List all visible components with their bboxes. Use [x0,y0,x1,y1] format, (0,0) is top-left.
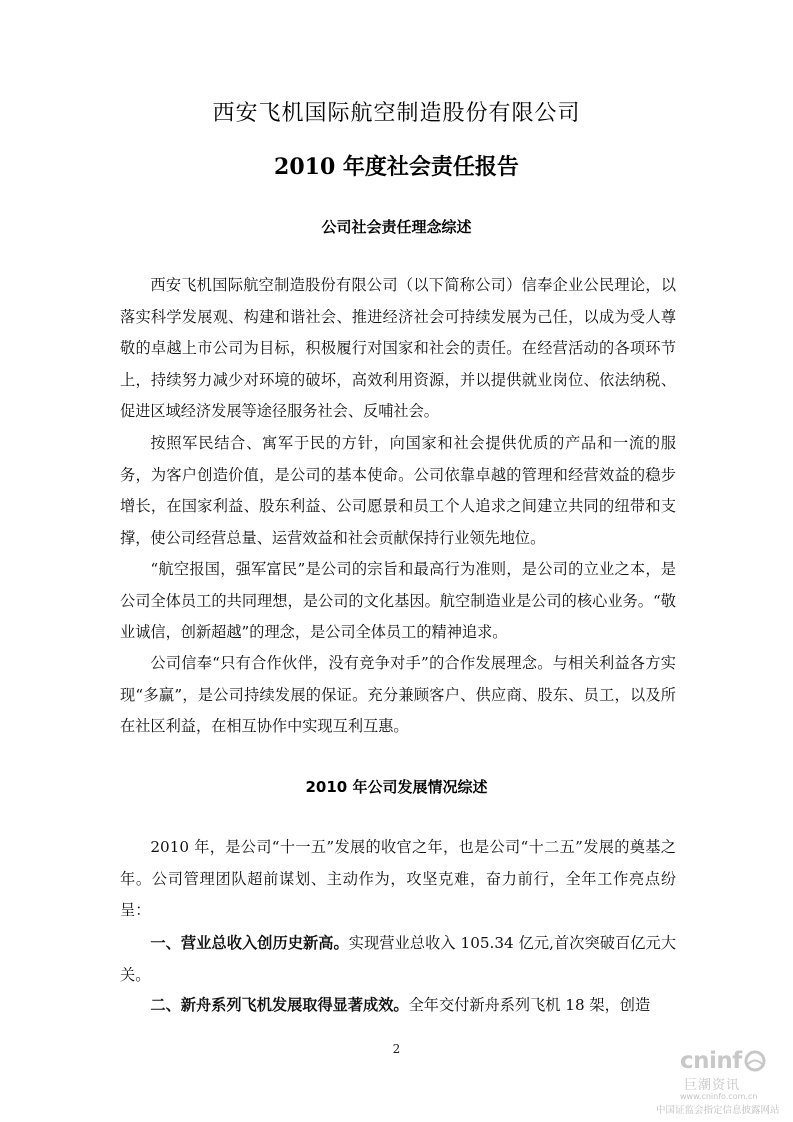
paragraph-3: “航空报国，强军富民”是公司的宗旨和最高行为准则，是公司的立业之本，是公司全体员工的共同理想，是公司的文化基因。航空制造业是公司的核心业务。“敬业诚信，创新超越”的理念，是公司全体员工的精神追求。 [120,560,676,641]
page-number: 2 [392,1042,401,1056]
report-title: 2010 年度社会责任报告 [274,154,519,180]
paragraph-4: 公司信奉“只有合作伙伴，没有竞争对手”的合作发展理念。与相关利益各方实现“多赢”，是公司持续发展的保证。充分兼顾客户、供应商、股东、员工，以及所在社区利益，在相互协作中实现互利互惠。 [120,654,676,735]
paragraph-2: 按照军民结合、寓军于民的方针，向国家和社会提供优质的产品和一流的服务，为客户创造价值，是公司的基本使命。公司依靠卓越的管理和经营效益的稳步增长，在国家利益、股东利益、公司愿景和员工个人追求之间建立共同的纽带和支撑，使公司经营总量、运营效益和社会贡献保持行业领先地位。 [120,434,676,547]
cninfo-watermark-logo [656,1048,786,1114]
highlight-xinzhou-heading: 二、新舟系列飞机发展取得显著成效。 [150,996,409,1014]
cninfo-brand-cn: 巨潮资讯 [684,1078,741,1093]
company-title: 西安飞机国际航空制造股份有限公司 [212,101,581,126]
highlight-revenue-heading: 一、营业总收入创历史新高。 [150,934,349,952]
highlight-xinzhou [120,990,676,1022]
highlight-xinzhou-text: 全年交付新舟系列飞机 18 架，创造 [408,996,651,1014]
highlight-revenue-text: 实现营业总收入 105.34 亿元,首次突破百亿元大关。 [120,934,677,984]
cninfo-tagline: 中国证监会指定信息披露网站 [656,1105,780,1116]
paragraph-development-intro: 2010 年，是公司“十一五”发展的收官之年，也是公司“十二五”发展的奠基之年。公司管理团队超前谋划、主动作为，攻坚克难，奋力前行，全年工作亮点纷呈： [120,838,676,919]
section-title-csr-philosophy: 公司社会责任理念综述 [321,218,472,236]
cninfo-swirl-icon [744,1050,766,1072]
cninfo-url: www.cninfo.com.cn [680,1092,758,1101]
highlight-revenue [120,928,676,991]
paragraph-1: 西安飞机国际航空制造股份有限公司（以下简称公司）信奉企业公民理论，以落实科学发展观、构建和谐社会、推进经济社会可持续发展为己任，以成为受人尊敬的卓越上市公司为目标，积极履行对国家和社会的责任。在经营活动的各项环节上，持续努力减少对环境的破坏，高效利用资源，并以提供就业岗位、依法纳税、促进区域经济发展等途径服务社会、反哺社会。 [120,276,676,420]
section-title-development-overview: 2010 年公司发展情况综述 [305,778,488,796]
cninfo-brand-text: cninf [680,1048,742,1074]
